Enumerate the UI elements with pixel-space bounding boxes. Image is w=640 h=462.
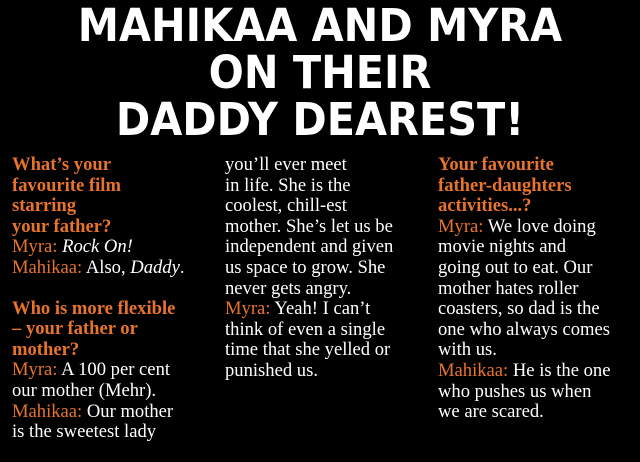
body-line: movie nights and [438,236,567,258]
question-line: Your favourite [438,154,554,175]
body-line: mother. She’s let us be [225,215,393,237]
column-1 [12,155,217,443]
answer-text: Our mother [86,400,174,422]
body-line: we are scared. [438,401,544,423]
speaker-myra: Myra: [12,236,58,258]
body-line: never gets angry. [225,277,352,299]
answer-myra-film [12,237,217,258]
body-line: who pushes us when [438,380,592,402]
speaker-mahikaa: Mahikaa: [12,256,83,278]
column-2 [225,155,430,382]
answer-myra-activities [438,217,638,238]
speaker-mahikaa: Mahikaa: [438,359,509,381]
body-line: think of even a single [225,318,386,340]
body-line: independent and given [225,236,394,258]
headline [26,0,615,146]
body-line: going out to eat. Our [438,256,593,278]
question-line: activities...? [438,195,532,217]
speaker-myra: Myra: [438,215,484,237]
answer-myra-yell [225,299,430,320]
body-line: one who always comes [438,318,610,340]
answer-mahikaa-activities [438,361,638,382]
question-line: What’s your [12,154,111,175]
headline-line-1: MAHIKAA AND MYRA [77,0,563,52]
question-line: – your father or [12,318,138,340]
question-line: father-daughters [438,174,572,196]
answer-mahikaa-film [12,258,217,279]
headline-line-2: ON THEIR [208,46,432,99]
answer-text-emphasis: Daddy [130,256,180,278]
body-line: in life. She is the [225,174,351,196]
answer-text-line: is the sweetest lady [12,421,157,443]
answer-text: Yeah! I can’t [274,298,371,320]
body-line: you’ll ever meet [225,154,347,175]
body-line: us space to grow. She [225,256,386,278]
answer-mahikaa-flexible [12,402,217,423]
question-line: starring [12,195,77,217]
answer-text: Also, [85,256,126,278]
question-line: mother? [12,338,80,360]
speaker-myra: Myra: [225,298,271,320]
answer-myra-flexible [12,360,217,381]
answer-text: A 100 per cent [61,359,171,381]
body-line: coolest, chill-est [225,195,347,217]
headline-line-3: DADDY DEAREST! [115,93,525,146]
body-line: coasters, so dad is the [438,298,600,320]
question-line: your father? [12,215,112,237]
question-favourite-film [12,155,217,237]
question-line: favourite film [12,174,121,196]
answer-text-line: our mother (Mehr). [12,379,157,401]
answer-text: Rock On! [62,236,133,258]
question-line: Who is more flexible [12,297,176,319]
speaker-mahikaa: Mahikaa: [12,400,83,422]
answer-text-end: . [179,256,185,278]
question-flexible [12,299,217,361]
body-line: mother hates roller [438,277,579,299]
answer-text: He is the one [512,359,611,381]
body-line: punished us. [225,359,318,381]
column-3 [438,155,638,423]
question-activities [438,155,638,217]
answer-text: We love doing [487,215,596,237]
body-line: time that she yelled or [225,339,391,361]
body-line: with us. [438,339,497,361]
speaker-myra: Myra: [12,359,58,381]
